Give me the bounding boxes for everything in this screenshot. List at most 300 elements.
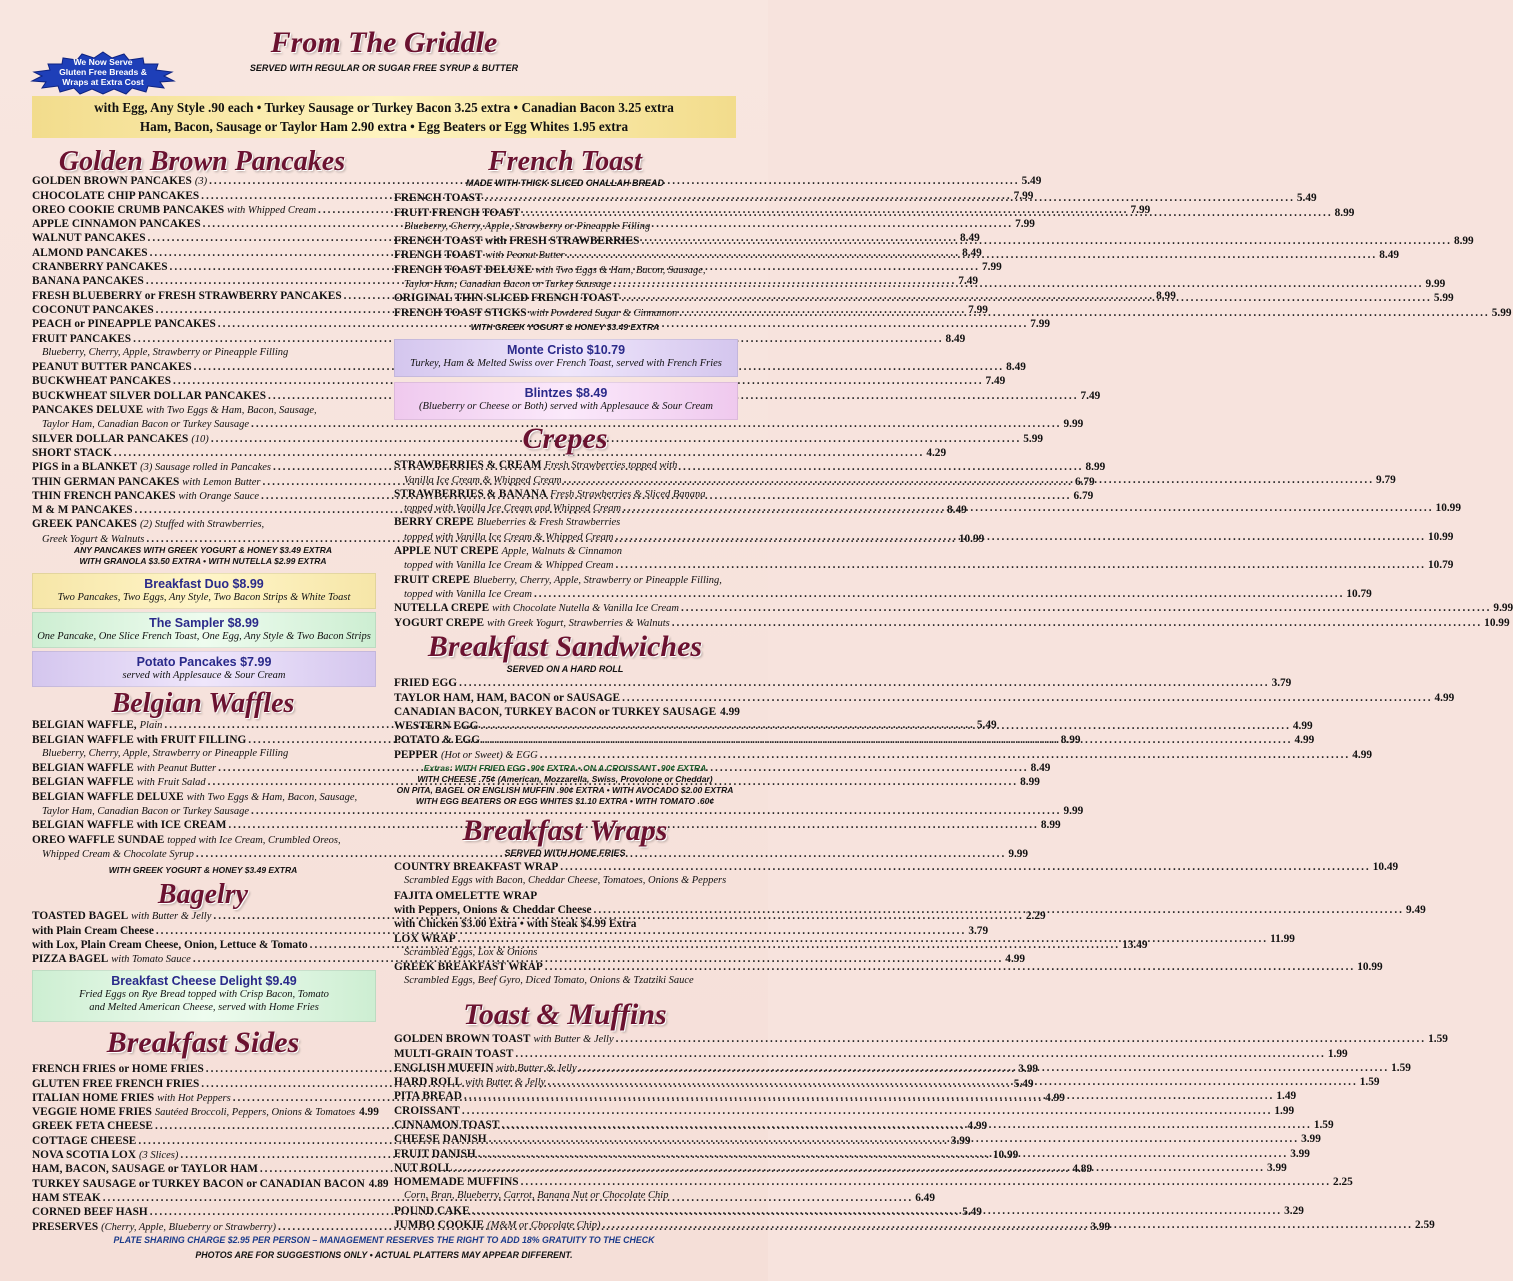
sandwich-extras-1: Extras: WITH FRIED EGG .90¢ EXTRA • ON A CROISSANT .90¢ EXTRA <box>423 763 707 773</box>
egg-extras-bar <box>32 96 736 138</box>
menu-item <box>394 544 736 558</box>
menu-item-price: 7.49 <box>1080 389 1101 402</box>
menu-item-note: Blueberry, Cherry, Apple, Strawberry or Pineapple Filling <box>42 346 289 358</box>
leader-dots <box>641 235 1451 248</box>
french-toast-subtitle: MADE WITH THICK SLICED CHALLAH BREAD <box>466 178 664 188</box>
menu-item-desc: with Two Eggs & Ham, Bacon, Sausage, <box>535 264 706 276</box>
blintzes-band <box>394 382 738 420</box>
leader-dots <box>501 1119 1311 1132</box>
breakfast-duo-desc: Two Pancakes, Two Eggs, Any Style, Two Bacon Strips & White Toast <box>57 592 351 603</box>
leader-dots <box>515 1048 1325 1061</box>
menu-item-desc: topped with Vanilla Ice Cream & Whipped Cream <box>404 560 614 572</box>
menu-item-name: FRUIT DANISH <box>394 1147 476 1160</box>
menu-item-price: 8.99 <box>1040 819 1061 832</box>
menu-item <box>394 1032 1448 1046</box>
menu-item-price: 10.99 <box>958 532 985 545</box>
menu-item-price: 3.79 <box>968 924 989 937</box>
menu-item-name: BUCKWHEAT PANCAKES <box>32 375 172 388</box>
menu-item-desc: with Two Eggs & Ham, Bacon, Sausage, <box>186 791 358 803</box>
menu-item-desc: with Butter & Jelly <box>465 1077 546 1089</box>
menu-item-desc: Greek Yogurt & Walnuts <box>42 533 145 545</box>
menu-item-price: 6.49 <box>915 1191 935 1204</box>
egg-extras-line-1: with Egg, Any Style .90 each • Turkey Sausage or Turkey Bacon 3.25 extra • Canadian Bacon 3.25 extra <box>94 100 674 115</box>
menu-item-name: with Chicken $3.00 Extra • with Steak $4.99 Extra <box>394 918 637 931</box>
menu-item-price: 4.99 <box>720 705 740 718</box>
menu-item <box>32 417 1084 431</box>
menu-item-price: 1.49 <box>1276 1090 1297 1103</box>
menu-item <box>32 832 374 846</box>
menu-item-name: WALNUT PANCAKES <box>32 232 146 245</box>
menu-item-price: 10.99 <box>1484 616 1510 629</box>
breakfast-duo-title: Breakfast Duo $8.99 <box>144 577 264 591</box>
footer-line-2: PHOTOS ARE FOR SUGGESTIONS ONLY • ACTUAL PLATTERS MAY APPEAR DIFFERENT. <box>195 1250 573 1260</box>
potato-pancakes-band <box>32 651 376 687</box>
menu-item-price: 10.99 <box>1357 961 1383 974</box>
menu-item-name: with Plain Cream Cheese <box>32 924 154 937</box>
leader-dots <box>616 531 1426 544</box>
menu-item-name: FRESH BLUEBERRY or FRESH STRAWBERRY PANCAKES <box>32 289 342 302</box>
menu-item-price: 3.99 <box>1301 1133 1321 1146</box>
menu-item-name: TOASTED BAGEL <box>32 910 129 923</box>
menu-item-price: 3.79 <box>1271 677 1292 690</box>
potato-pancakes-title: Potato Pancakes $7.99 <box>136 655 272 669</box>
menu-item-price: 9.99 <box>1008 847 1029 860</box>
menu-item-name: FRENCH TOAST <box>394 192 483 205</box>
menu-item-price: 1.59 <box>1359 1076 1380 1089</box>
menu-item-name: JUMBO COOKIE <box>394 1219 485 1232</box>
menu-item-price: 9.79 <box>1376 473 1396 486</box>
menu-item-name: M & M PANCAKES <box>32 504 133 517</box>
badge-line-1: We Now Serve <box>73 57 133 67</box>
menu-item-desc: Vanilla Ice Cream & Whipped Cream <box>404 474 562 486</box>
menu-item-name: FRENCH TOAST with FRESH STRAWBERRIES <box>394 235 640 248</box>
menu-item <box>394 515 736 529</box>
sampler-band <box>32 612 376 648</box>
menu-item-desc: with Butter & Jelly <box>131 911 212 923</box>
leader-dots <box>489 1133 1299 1146</box>
menu-item <box>394 487 736 501</box>
menu-item-name: SHORT STACK <box>32 446 112 459</box>
leader-dots <box>603 1219 1413 1232</box>
menu-item-desc: Apple, Walnuts & Cinnamon <box>501 546 622 558</box>
menu-item-name: PIZZA BAGEL <box>32 953 109 966</box>
menu-item-price: 4.99 <box>1292 720 1313 733</box>
menu-item-desc: (3) <box>194 176 208 188</box>
menu-item-price: 8.99 <box>1020 776 1040 789</box>
menu-item-price: 1.59 <box>1391 1061 1411 1074</box>
menu-item-name: FRENCH TOAST STICKS <box>394 306 527 319</box>
menu-item-price: 5.49 <box>1013 1077 1034 1090</box>
leader-dots <box>480 720 1290 733</box>
menu-item-name: BUCKWHEAT SILVER DOLLAR PANCAKES <box>32 389 267 402</box>
leader-dots <box>594 904 1404 917</box>
leader-dots <box>567 246 1377 262</box>
leader-dots <box>679 307 1489 320</box>
menu-item-name: OREO WAFFLE SUNDAE <box>32 833 165 846</box>
leader-dots <box>462 1105 1272 1118</box>
menu-item-name: POUND CAKE <box>394 1204 470 1217</box>
blintzes-title: Blintzes $8.49 <box>524 386 608 400</box>
blintzes-desc: (Blueberry or Cheese or Both) served with Applesauce & Sour Cream <box>419 401 713 412</box>
menu-item <box>394 1132 1321 1146</box>
menu-item <box>32 517 374 531</box>
menu-item-desc: Taylor Ham, Canadian Bacon or Turkey Sausage <box>404 279 611 291</box>
menu-item-name: COUNTRY BREAKFAST WRAP <box>394 861 559 874</box>
menu-item <box>32 789 374 803</box>
menu-item-name: GOLDEN BROWN PANCAKES <box>32 175 192 188</box>
menu-item-price: 7.49 <box>958 275 979 288</box>
menu-item <box>394 690 1455 704</box>
leader-dots <box>522 207 1332 220</box>
sampler-desc: One Pancake, One Slice French Toast, One Egg, Any Style & Two Bacon Strips <box>37 631 371 642</box>
menu-item-price: 10.99 <box>1435 502 1461 515</box>
menu-item-price: 4.29 <box>926 446 947 459</box>
menu-item-desc: Taylor Ham, Canadian Bacon or Turkey Sausage <box>42 806 249 818</box>
menu-item-desc: (M&M or Chocolate Chip) <box>487 1220 601 1232</box>
cheese-delight-desc-1: Fried Eggs on Rye Bread topped with Crisp Bacon, Tomato <box>79 989 329 1000</box>
menu-item-name: FRENCH TOAST <box>394 249 483 262</box>
menu-item-price: 8.49 <box>1006 361 1026 374</box>
menu-item-note: Blueberry, Cherry, Apple, Strawberry or Pineapple Filling <box>42 747 289 759</box>
menu-item <box>32 1176 389 1190</box>
menu-item-name: NOVA SCOTIA LOX <box>32 1149 137 1162</box>
menu-item-name: with Lox, Plain Cream Cheese, Onion, Lettuce & Tomato <box>32 938 308 951</box>
menu-item-name: FAJITA OMELETTE WRAP <box>394 889 538 902</box>
menu-item-desc: Fresh Strawberries topped with <box>544 460 678 472</box>
menu-item-price: 5.49 <box>962 1206 982 1219</box>
menu-item <box>394 860 1399 874</box>
menu-item-desc: Blueberry, Cherry, Apple, Strawberry or Pineapple Filling, <box>473 574 722 586</box>
menu-item-name: PEPPER <box>394 748 438 761</box>
menu-item <box>32 1105 379 1119</box>
leader-dots <box>521 1176 1331 1189</box>
menu-item-desc: with Butter & Jelly <box>533 1034 614 1046</box>
leader-dots <box>681 602 1491 615</box>
menu-item-name: GOLDEN BROWN TOAST <box>394 1033 531 1046</box>
menu-item <box>394 529 1454 543</box>
menu-item-name: CHOCOLATE CHIP PANCAKES <box>32 189 200 202</box>
menu-item-price: 5.99 <box>1023 432 1044 445</box>
menu-item-price: 4.99 <box>1294 734 1315 747</box>
menu-item-price: 4.99 <box>359 1106 379 1119</box>
leader-dots <box>464 1090 1274 1103</box>
menu-item-name: LOX WRAP <box>394 932 456 945</box>
menu-item <box>394 960 1383 974</box>
menu-item-price: 8.49 <box>945 332 966 345</box>
menu-item-name: BELGIAN WAFFLE <box>32 762 134 775</box>
menu-item-price: 4.99 <box>1352 748 1373 761</box>
menu-item-price: 9.49 <box>1405 904 1426 917</box>
menu-item-price: 7.99 <box>1030 318 1051 331</box>
menu-item-name: CHEESE DANISH <box>394 1133 487 1146</box>
menu-item-price: 4.99 <box>967 1120 988 1133</box>
menu-item-desc: Sautéed Broccoli, Peppers, Onions & Tomatoes <box>154 1107 356 1119</box>
menu-item-price: 1.99 <box>1274 1104 1295 1117</box>
egg-extras-line-2: Ham, Bacon, Sausage or Taylor Ham 2.90 extra • Egg Beaters or Egg Whites 1.95 extra <box>139 119 629 134</box>
menu-item-name: PEACH or PINEAPPLE PANCAKES <box>32 318 216 331</box>
menu-item-price: 8.99 <box>1156 289 1176 302</box>
menu-item-desc: with Fruit Salad <box>136 777 206 789</box>
menu-item-price: 7.49 <box>985 375 1006 388</box>
leader-dots <box>455 1162 1265 1175</box>
menu-item-name: CROISSANT <box>394 1104 460 1117</box>
menu-item-desc: with Tomato Sauce <box>111 954 191 966</box>
menu-item-price: 9.99 <box>1063 805 1084 818</box>
menu-item-desc: Whipped Cream & Chocolate Syrup <box>42 848 194 860</box>
menu-item-name: THIN GERMAN PANCAKES <box>32 475 180 488</box>
menu-item-name: VEGGIE HOME FRIES <box>32 1106 152 1119</box>
menu-item-name: BELGIAN WAFFLE <box>32 776 134 789</box>
menu-item-price: 4.89 <box>1072 1163 1093 1176</box>
leader-dots <box>534 588 1344 601</box>
menu-item-desc: with Orange Sauce <box>178 490 260 502</box>
menu-item-price: 3.29 <box>1284 1204 1304 1217</box>
page-subtitle: SERVED WITH REGULAR OR SUGAR FREE SYRUP & BUTTER <box>249 63 519 73</box>
menu-item-name: with Peppers, Onions & Cheddar Cheese <box>394 904 592 917</box>
menu-item-desc: topped with Vanilla Ice Cream & Whipped Cream <box>404 531 614 543</box>
menu-item-desc: topped with Vanilla Ice Cream and Whipped Cream <box>404 503 622 515</box>
menu-item <box>394 676 1292 690</box>
menu-item-price: 3.99 <box>950 1134 971 1147</box>
menu-item-name: HARD ROLL <box>394 1076 463 1089</box>
menu-item-price: 10.99 <box>992 1149 1019 1162</box>
pancakes-note-1: ANY PANCAKES WITH GREEK YOGURT & HONEY $3.49 EXTRA <box>73 545 333 555</box>
menu-item-price: 13.49 <box>1122 938 1148 951</box>
menu-item-price: 1.59 <box>1428 1033 1448 1046</box>
menu-item <box>32 331 966 345</box>
menu-item <box>394 1175 1353 1189</box>
menu-item-note: Blueberry, Cherry, Apple, Strawberry or Pineapple Filling <box>404 220 651 232</box>
menu-item-desc: with Butter & Jelly <box>496 1062 577 1074</box>
waffles-title: Belgian Waffles <box>111 688 295 719</box>
menu-item-price: 8.49 <box>962 246 982 259</box>
potato-pancakes-desc: served with Applesauce & Sour Cream <box>122 670 286 681</box>
menu-item <box>32 804 1084 818</box>
leader-dots <box>672 617 1482 630</box>
menu-item-desc: Plain <box>139 720 163 732</box>
menu-item-price: 11.99 <box>1270 932 1295 945</box>
menu-item-desc: with Peanut Butter <box>136 763 217 775</box>
menu-item-name: BELGIAN WAFFLE DELUXE <box>32 790 184 803</box>
menu-item-note: Scrambled Eggs with Bacon, Cheddar Cheese, Tomatoes, Onions & Peppers <box>404 875 727 887</box>
menu-item-name: APPLE CINNAMON PANCAKES <box>32 218 201 231</box>
menu-item-price: 10.79 <box>1427 559 1454 572</box>
pancakes-note-2: WITH GRANOLA $3.50 EXTRA • WITH NUTELLA $2.99 EXTRA <box>79 556 327 566</box>
leader-dots <box>478 1148 1288 1161</box>
menu-item-name: YOGURT CREPE <box>394 616 485 629</box>
menu-item <box>394 587 1372 601</box>
menu-item-price: 3.99 <box>1266 1161 1287 1174</box>
menu-item-desc: topped with Ice Cream, Crumbled Oreos, <box>167 834 341 846</box>
menu-item-price: 3.99 <box>1090 1220 1111 1233</box>
menu-item-name: FRIED EGG <box>394 677 458 690</box>
menu-item-price: 9.99 <box>1493 602 1513 615</box>
waffles-note: WITH GREEK YOGURT & HONEY $3.49 EXTRA <box>108 865 298 875</box>
menu-item-name: GLUTEN FREE FRENCH FRIES <box>32 1077 200 1090</box>
menu-item-price: 4.99 <box>1045 1091 1065 1104</box>
pancakes-title: Golden Brown Pancakes <box>58 146 346 177</box>
menu-item-desc: (3) Sausage rolled in Pancakes <box>140 462 271 474</box>
menu-item-desc: Taylor Ham, Canadian Bacon or Turkey Sausage <box>42 419 249 431</box>
menu-item-price: 8.49 <box>946 504 967 517</box>
menu-item-price: 6.79 <box>1074 475 1095 488</box>
menu-item-desc: with Peanut Butter <box>485 250 565 262</box>
sandwiches-subtitle: SERVED ON A HARD ROLL <box>506 664 624 674</box>
leader-dots <box>458 933 1268 946</box>
menu-item-price: 7.99 <box>1013 189 1034 202</box>
menu-item-price: 2.29 <box>1025 910 1046 923</box>
menu-item-price: 10.49 <box>1372 861 1399 874</box>
leader-dots <box>616 559 1426 572</box>
menu-item-price: 10.79 <box>1346 587 1372 600</box>
menu-item <box>394 705 740 719</box>
menu-item-name: ITALIAN HOME FRIES <box>32 1091 155 1104</box>
menu-item-price: 8.49 <box>1379 249 1399 262</box>
menu-item-name: CRANBERRY PANCAKES <box>32 261 168 274</box>
menu-item-price: 7.99 <box>968 303 988 316</box>
menu-item-desc: with Chocolate Nutella & Vanilla Ice Cream <box>492 603 679 615</box>
menu-item-price: 4.99 <box>1005 953 1026 966</box>
menu-item-price: 5.99 <box>1491 306 1512 319</box>
leader-dots <box>545 961 1355 974</box>
leader-dots <box>540 749 1350 762</box>
menu-item-name: PRESERVES <box>32 1220 99 1233</box>
menu-item-name: COTTAGE CHEESE <box>32 1134 137 1147</box>
menu-item-name: HAM, BACON, SAUSAGE or TAYLOR HAM <box>32 1163 258 1176</box>
menu-item <box>394 572 736 586</box>
menu-item <box>394 262 736 276</box>
menu-item-name: FRENCH TOAST DELUXE <box>394 263 533 276</box>
menu-item-price: 3.99 <box>1018 1063 1039 1076</box>
menu-item-name: FRUIT CREPE <box>394 573 471 586</box>
menu-item-name: CINNAMON TOAST <box>394 1119 500 1132</box>
menu-item-name: FRUIT PANCAKES <box>32 332 132 345</box>
menu-item-desc: (3 Slices) <box>139 1150 179 1162</box>
menu-item-price: 3.99 <box>1290 1147 1310 1160</box>
cheese-delight-desc-2: and Melted American Cheese, served with Home Fries <box>89 1002 319 1013</box>
menu-item-price: 6.79 <box>1073 489 1094 502</box>
leader-dots <box>482 734 1292 747</box>
menu-item-desc: (Hot or Sweet) & EGG <box>440 749 538 761</box>
menu-item-price: 1.59 <box>1313 1119 1334 1132</box>
leader-dots <box>472 1205 1282 1218</box>
menu-item-name: CORNED BEEF HASH <box>32 1206 148 1219</box>
sandwich-extras-4: WITH EGG BEATERS OR EGG WHITES $1.10 EXTRA • WITH TOMATO .60¢ <box>415 796 715 806</box>
menu-item-name: NUTELLA CREPE <box>394 602 490 615</box>
menu-item-name: BERRY CREPE <box>394 516 474 529</box>
gluten-free-badge <box>28 52 178 94</box>
menu-item-name: BANANA PANCAKES <box>32 275 144 288</box>
sampler-title: The Sampler $8.99 <box>149 616 259 630</box>
menu-item-name: OREO COOKIE CRUMB PANCAKES <box>32 203 225 216</box>
menu-item-name: STRAWBERRIES & CREAM <box>394 459 542 472</box>
menu-item-price: 9.99 <box>1063 418 1084 431</box>
menu-item-note: Scrambled Eggs, Beef Gyro, Diced Tomato, Onions & Tzatziki Sauce <box>404 975 694 987</box>
menu-item-price: 8.49 <box>959 232 980 245</box>
menu-item-name: PIGS in a BLANKET <box>32 461 138 474</box>
monte-cristo-band <box>394 339 738 377</box>
cheese-delight-band <box>32 970 376 1022</box>
menu-item-name: PITA BREAD <box>394 1090 462 1103</box>
menu-item-price: 2.25 <box>1333 1176 1353 1189</box>
menu-item-name: FRENCH FRIES or HOME FRIES <box>32 1063 204 1076</box>
leader-dots <box>621 289 1431 305</box>
menu-item-price: 7.99 <box>1130 203 1151 216</box>
menu-item <box>394 1103 1295 1117</box>
leader-dots <box>560 861 1370 874</box>
menu-item-name: STRAWBERRIES & BANANA <box>394 487 548 500</box>
menu-item <box>394 1046 1348 1060</box>
menu-item <box>32 374 1006 388</box>
menu-item-price: 8.99 <box>1085 461 1106 474</box>
menu-item-price: 8.99 <box>1453 235 1474 248</box>
wraps-title: Breakfast Wraps <box>462 814 668 847</box>
leader-dots <box>547 1076 1357 1089</box>
menu-item-price: 5.49 <box>1021 175 1042 188</box>
menu-item-desc: (Cherry, Apple, Blueberry or Strawberry) <box>101 1221 276 1233</box>
sandwich-extras-3: ON PITA, BAGEL OR ENGLISH MUFFIN .90¢ EXTRA • WITH AVOCADO $2.00 EXTRA <box>396 785 734 795</box>
menu-item-name: POTATO & EGG <box>394 734 480 747</box>
menu-item-name: GREEK BREAKFAST WRAP <box>394 961 543 974</box>
menu-item-name: ORIGINAL THIN SLICED FRENCH TOAST <box>394 292 620 305</box>
menu-item <box>394 601 1513 615</box>
leader-dots <box>616 1033 1426 1046</box>
menu-item-price: 4.99 <box>1434 691 1455 704</box>
menu-item <box>394 558 1454 572</box>
menu-item-name: MULTI-GRAIN TOAST <box>394 1047 514 1060</box>
sandwiches-title: Breakfast Sandwiches <box>427 630 703 663</box>
menu-item-name: APPLE NUT CREPE <box>394 545 499 558</box>
sandwich-extras-2: WITH CHEESE .75¢ (American, Mozzarella, Swiss, Provolone or Cheddar) <box>417 774 713 784</box>
menu-item-note: Scrambled Eggs, Lox & Onions <box>404 946 538 958</box>
menu-item-price: 4.89 <box>368 1177 389 1190</box>
menu-item-desc: with Hot Peppers <box>157 1092 231 1104</box>
french-toast-note: WITH GREEK YOGURT & HONEY $3.49 EXTRA <box>470 322 660 332</box>
french-toast-title: French Toast <box>488 146 642 177</box>
menu-item-price: 8.99 <box>1334 206 1355 219</box>
menu-item-desc: Fresh Strawberries & Sliced Banana <box>550 488 706 500</box>
menu-item-name: PEANUT BUTTER PANCAKES <box>32 361 192 374</box>
leader-dots <box>459 677 1269 690</box>
menu-item-name: GREEK FETA CHEESE <box>32 1120 153 1133</box>
menu-item-desc: (10) <box>191 433 209 445</box>
menu-item-name: GREEK PANCAKES <box>32 518 137 531</box>
menu-item <box>394 889 736 903</box>
menu-item-name: THIN FRENCH PANCAKES <box>32 489 176 502</box>
footer-line-1: PLATE SHARING CHARGE $2.95 PER PERSON – MANAGEMENT RESERVES THE RIGHT TO ADD 18% GRATUITY TO THE CHECK <box>113 1235 655 1245</box>
menu-item-name: TAYLOR HAM, HAM, BACON or SAUSAGE <box>394 691 621 704</box>
leader-dots <box>484 189 1294 205</box>
menu-item-price: 1.99 <box>1327 1047 1348 1060</box>
monte-cristo-title: Monte Cristo $10.79 <box>506 343 626 357</box>
menu-item-name: FRUIT FRENCH TOAST <box>394 206 521 219</box>
menu-item <box>394 917 736 931</box>
menu-item-desc: with Lemon Butter <box>182 476 261 488</box>
menu-item-name: HOMEMADE MUFFINS <box>394 1176 519 1189</box>
toast-title: Toast & Muffins <box>463 998 667 1031</box>
leader-dots <box>623 502 1433 515</box>
menu-item-name: BELGIAN WAFFLE, <box>32 719 137 732</box>
menu-item-desc: with Whipped Cream <box>227 204 317 216</box>
menu-item <box>32 818 1061 832</box>
menu-item-desc: with Two Eggs & Ham, Bacon, Sausage, <box>146 405 317 417</box>
menu-item <box>394 615 1510 629</box>
leader-dots <box>579 1062 1389 1075</box>
menu-item-name: BELGIAN WAFFLE with FRUIT FILLING <box>32 733 247 746</box>
cheese-delight-title: Breakfast Cheese Delight $9.49 <box>111 974 297 988</box>
menu-item-desc: (2) Stuffed with Strawberries, <box>139 519 265 531</box>
menu-item <box>32 431 1044 445</box>
